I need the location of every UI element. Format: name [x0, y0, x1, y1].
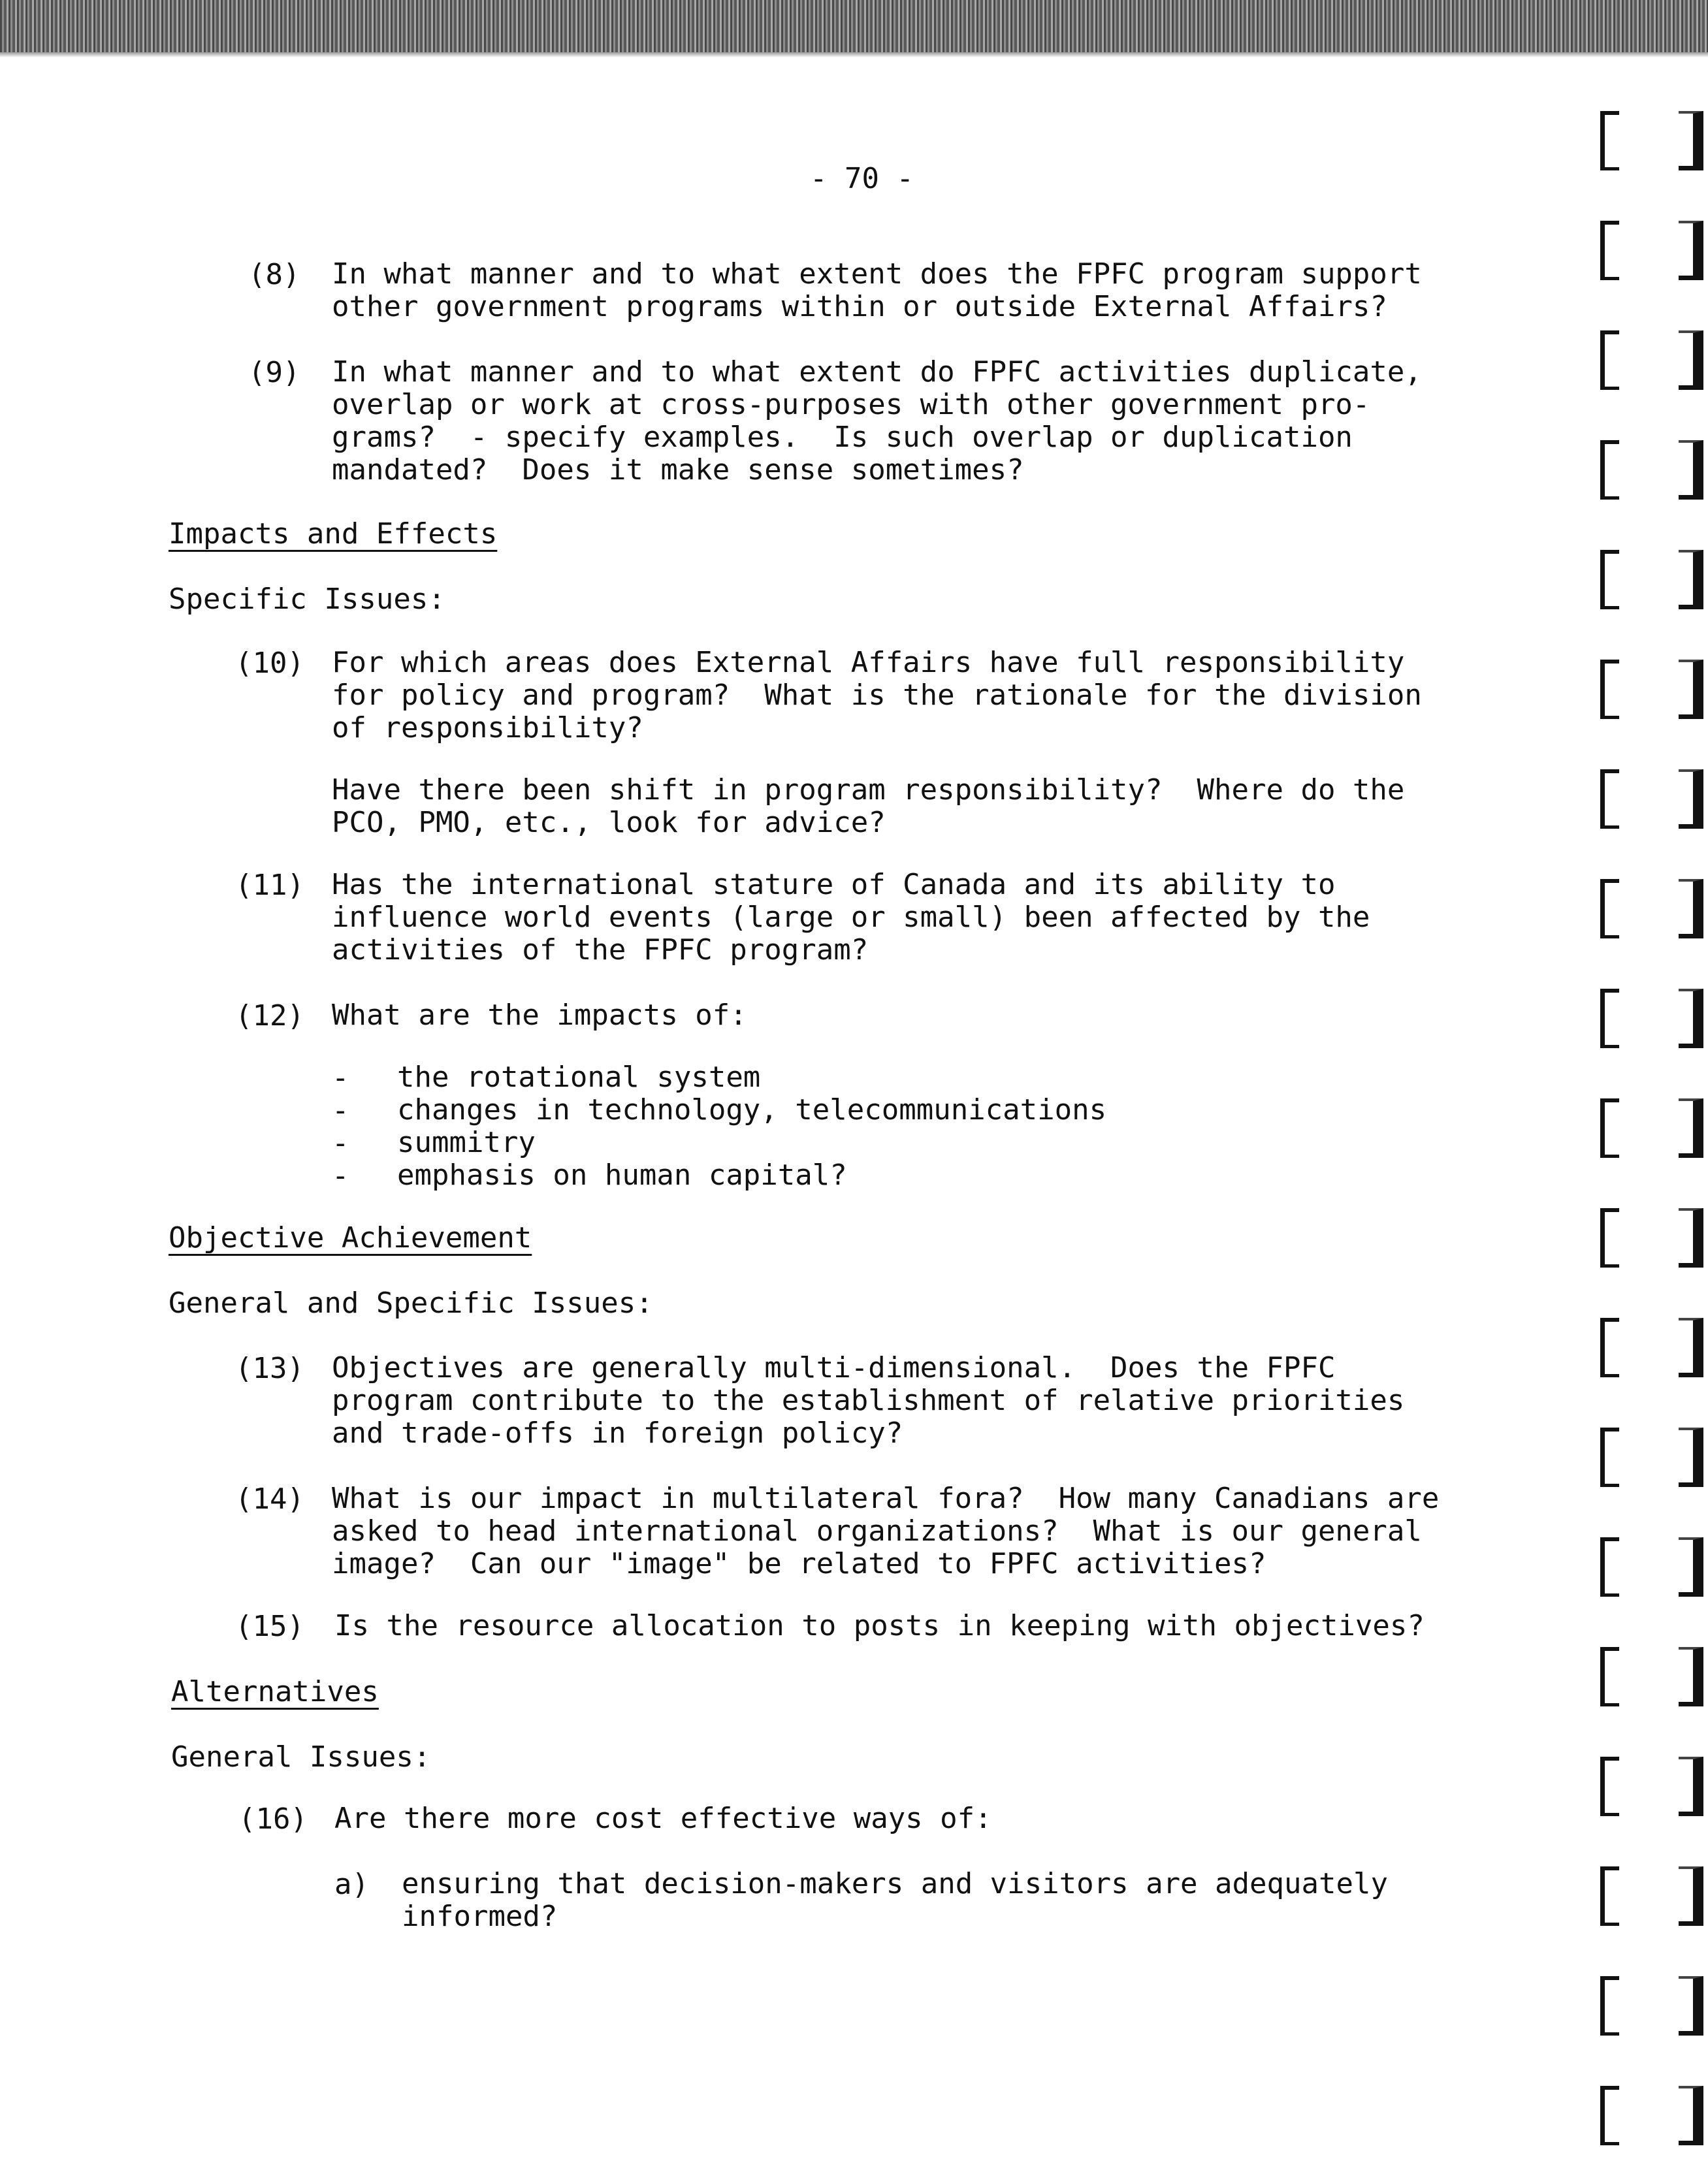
scan-edge-artifact [0, 0, 1708, 52]
spiral-binding [1594, 104, 1708, 2159]
binding-ring [1594, 543, 1708, 615]
item-text: Have there been shift in program responsibility? Where do the PCO, PMO, etc., look for advice? [332, 773, 1405, 839]
binding-ring [1594, 1531, 1708, 1603]
item-text: Has the international stature of Canada and its ability to influence world events (large or small) been affected by the activities of the FPFC program? [332, 868, 1370, 967]
binding-ring [1594, 214, 1708, 286]
item-text: What is our impact in multilateral fora? How many Canadians are asked to head international organizations? What is our general image? Can our "image" be related to FPFC activities? [332, 1482, 1440, 1580]
sub-item-text: ensuring that decision-makers and visitors are adequately informed? [402, 1867, 1388, 1933]
item-number: (12) [235, 999, 304, 1032]
bullet-item: the rotational system [397, 1061, 761, 1094]
issues-label: General and Specific Issues: [169, 1287, 653, 1320]
binding-ring [1594, 1421, 1708, 1493]
binding-ring [1594, 1750, 1708, 1822]
binding-ring [1594, 763, 1708, 835]
sub-item-letter: a) [334, 1868, 369, 1901]
item-text: Is the resource allocation to posts in keeping with objectives? [334, 1609, 1425, 1642]
binding-ring [1594, 104, 1708, 176]
section-heading: Impacts and Effects [169, 517, 498, 551]
bullet-dash: - [332, 1127, 349, 1160]
binding-ring [1594, 1860, 1708, 1932]
item-text: Objectives are generally multi-dimensional. Does the FPFC program contribute to the establishment of relative priorities and trade-offs in foreign policy? [332, 1351, 1405, 1450]
binding-ring [1594, 1970, 1708, 2041]
binding-ring [1594, 324, 1708, 396]
item-number: (9) [248, 356, 300, 389]
item-text: What are the impacts of: [332, 999, 747, 1032]
binding-ring [1594, 1311, 1708, 1383]
item-text: Are there more cost effective ways of: [334, 1802, 992, 1835]
item-number: (8) [248, 258, 300, 291]
issues-label: General Issues: [171, 1740, 431, 1774]
bullet-dash: - [332, 1094, 349, 1127]
item-number: (13) [235, 1352, 304, 1385]
item-text: In what manner and to what extent do FPFC activities duplicate, overlap or work at cross-purposes with other government pro- grams? - specify examples. Is such overlap or duplication mandated? Does it make sense sometimes? [332, 355, 1422, 487]
item-number: (15) [235, 1610, 304, 1643]
binding-ring [1594, 872, 1708, 944]
binding-ring [1594, 1092, 1708, 1164]
section-heading: Alternatives [171, 1675, 379, 1708]
binding-ring [1594, 982, 1708, 1054]
item-number: (11) [235, 869, 304, 902]
binding-ring [1594, 434, 1708, 505]
section-heading: Objective Achievement [169, 1221, 532, 1255]
bullet-item: summitry [397, 1126, 536, 1159]
binding-ring [1594, 653, 1708, 725]
item-text: For which areas does External Affairs have full responsibility for policy and program? What is the rationale for the division of responsibility? [332, 646, 1422, 744]
binding-ring [1594, 1202, 1708, 1273]
bullet-item: changes in technology, telecommunications [397, 1093, 1107, 1127]
binding-ring [1594, 2079, 1708, 2151]
item-number: (10) [235, 647, 304, 680]
issues-label: Specific Issues: [169, 583, 445, 616]
item-number: (14) [235, 1482, 304, 1516]
bullet-dash: - [332, 1159, 349, 1192]
item-text: In what manner and to what extent does the FPFC program support other government programs within or outside External Affairs? [332, 257, 1422, 323]
item-number: (16) [238, 1802, 308, 1836]
bullet-item: emphasis on human capital? [397, 1159, 847, 1192]
bullet-dash: - [332, 1061, 349, 1095]
binding-ring [1594, 1640, 1708, 1712]
page-number: - 70 - [810, 162, 914, 195]
